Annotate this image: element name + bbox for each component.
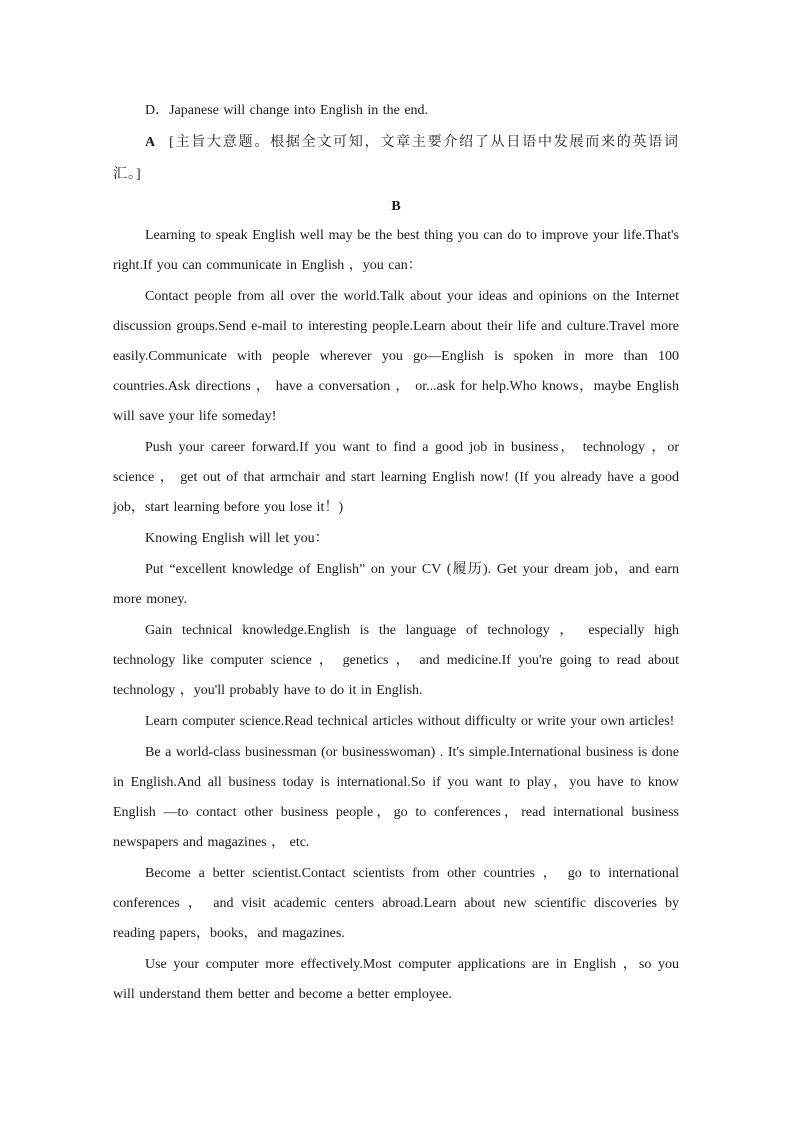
paragraph: Be a world-class businessman (or businesswoman) . It's simple.International business is done in English.And all business today is international.So if you want to play，you have to know English —to contact other business people，go to conferences，read international business newspapers and magazines ， etc.: [113, 745, 679, 850]
answer-letter: A: [145, 135, 156, 150]
paragraph: Learning to speak English well may be the best thing you can do to improve your life.That's right.If you can communicate in English ，you can：: [113, 228, 679, 273]
paragraph: Gain technical knowledge.English is the language of technology ， especially high technology like computer science ， genetics ， and medicine.If you're going to read about technology ，you'll probably have to do it in English.: [113, 623, 679, 698]
paragraph: Push your career forward.If you want to find a good job in business， technology ，or science ， get out of that armchair and start learning English now! (If you already have a good job，start learning before you lose it！): [113, 440, 679, 515]
option-d: D．Japanese will change into English in the end.: [145, 103, 429, 118]
paragraph: Use your computer more effectively.Most computer applications are in English ，so you will understand them better and become a better employee.: [113, 957, 679, 1002]
answer-explanation-text: [主旨大意题。根据全文可知，文章主要介绍了从日语中发展而来的英语词汇。]: [113, 135, 679, 182]
answer-explanation: [113, 127, 679, 191]
paragraph: Become a better scientist.Contact scientists from other countries ， go to international conferences ， and visit academic centers abroad.Learn about new scientific discoveries by reading papers，books，and magazines.: [113, 866, 679, 941]
paragraph: Contact people from all over the world.Talk about your ideas and opinions on the Internet discussion groups.Send e-mail to interesting people.Learn about their life and culture.Travel more easily.Communicate with people wherever you go—English is spoken in more than 100 countries.Ask directions ， have a conversation ， or...ask for help.Who knows，maybe English will save your life someday!: [113, 289, 679, 424]
paragraph: Knowing English will let you：: [145, 531, 329, 546]
paragraph: Learn computer science.Read technical articles without difficulty or write your own articles!: [145, 714, 675, 729]
section-label: B: [391, 199, 401, 214]
document-body: [113, 96, 679, 1011]
paragraph: Put “excellent knowledge of English” on your CV (履历). Get your dream job，and earn more money.: [113, 562, 679, 607]
